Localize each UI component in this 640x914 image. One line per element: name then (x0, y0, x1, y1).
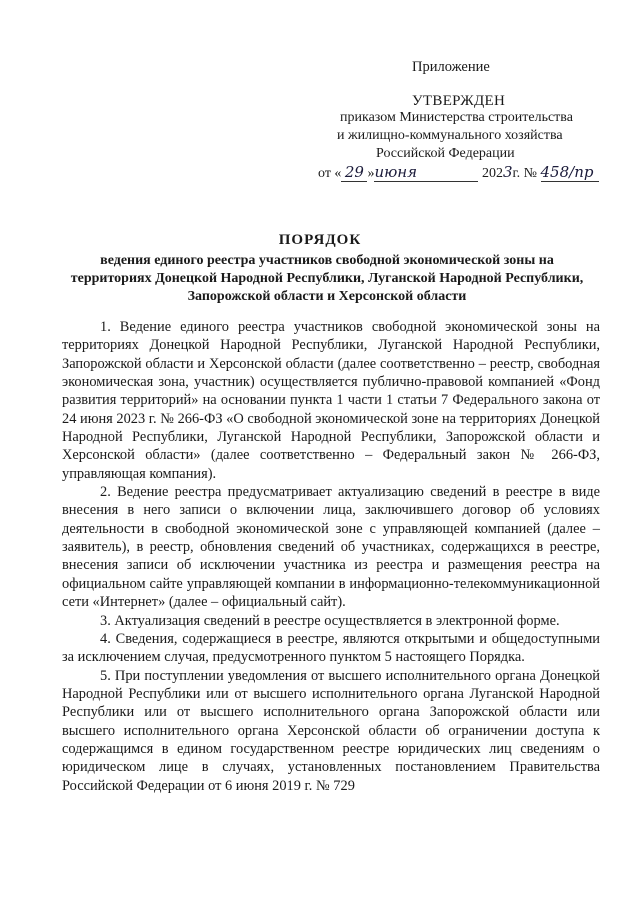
date-prefix: от « (318, 166, 342, 181)
date-mid: » (367, 166, 375, 181)
date-year-suffix: г. № (512, 166, 538, 181)
date-month: июня (374, 163, 418, 181)
document-subtitle: ведения единого реестра участников свободной экономической зоны на территориях Донецкой Народной Республики, Луганской Народной Республики, Запорожской области и Херсонской области (70, 253, 584, 304)
paragraph-5: 5. При поступлении уведомления от высшего исполнительного органа Донецкой Народной Республики или от высшего исполнительного органа Луганской Народной Республики или от высшего исполнительного органа Запорожской области или высшего исполнительного органа Херсонской области об ограничении доступа к содержащимся в едином государственном реестре юридических лиц сведениям о юридическом лице в случаях, установленных постановлением Правительства Российской Федерации от 6 июня 2019 г. № 729 (62, 667, 600, 794)
order-number: 458/пр (540, 163, 594, 181)
paragraph-1: 1. Ведение единого реестра участников свободной экономической зоны на территориях Донецкой Народной Республики, Луганской Народной Республики, Запорожской области и Херсонской области (далее соответственно – реестр, свободная экономическая зона, участник) осуществляется публично-правовой компанией «Фонд развития территорий» на основании пункта 1 части 1 статьи 7 Федерального закона от 24 июня 2023 г. № 266-ФЗ «О свободной экономической зоне на территориях Донецкой Народной Республики, Луганской Народной Республики, Запорожской области и Херсонской области» (далее соответственно – Федеральный закон № 266-ФЗ, управляющая компания). (62, 319, 600, 482)
date-year-prefix: 202 (481, 166, 503, 181)
paragraph-4: 4. Сведения, содержащиеся в реестре, являются открытыми и общедоступными за исключением случая, предусмотренного пунктом 5 настоящего Порядка. (62, 630, 600, 666)
date-year-digit: 3 (502, 163, 513, 181)
paragraph-2: 2. Ведение реестра предусматривает актуализацию сведений в реестре в виде внесения в него записи о включении лица, заключившего договор об условиях деятельности в свободной экономической зоне с управляющей компанией (далее – заявитель), в реестр, обновления сведений об участниках, содержащихся в реестре, внесения записи об исключении участника из реестра и размещения реестра на официальном сайте управляющей компании в информационно-телекоммуникационной сети «Интернет» (далее – официальный сайт). (62, 484, 600, 611)
approval-line-2: и жилищно-коммунального хозяйства (337, 128, 563, 143)
approved-label: УТВЕРЖДЕН (412, 93, 506, 109)
order-date-line (318, 163, 599, 182)
appendix-label: Приложение (412, 59, 490, 75)
document-title: ПОРЯДОК (278, 232, 362, 248)
approval-line-3: Российской Федерации (376, 146, 515, 161)
date-day: 29 (344, 163, 364, 181)
document-body (62, 318, 600, 795)
approval-line-1: приказом Министерства строительства (340, 110, 573, 125)
paragraph-3: 3. Актуализация сведений в реестре осуществляется в электронной форме. (100, 612, 560, 629)
